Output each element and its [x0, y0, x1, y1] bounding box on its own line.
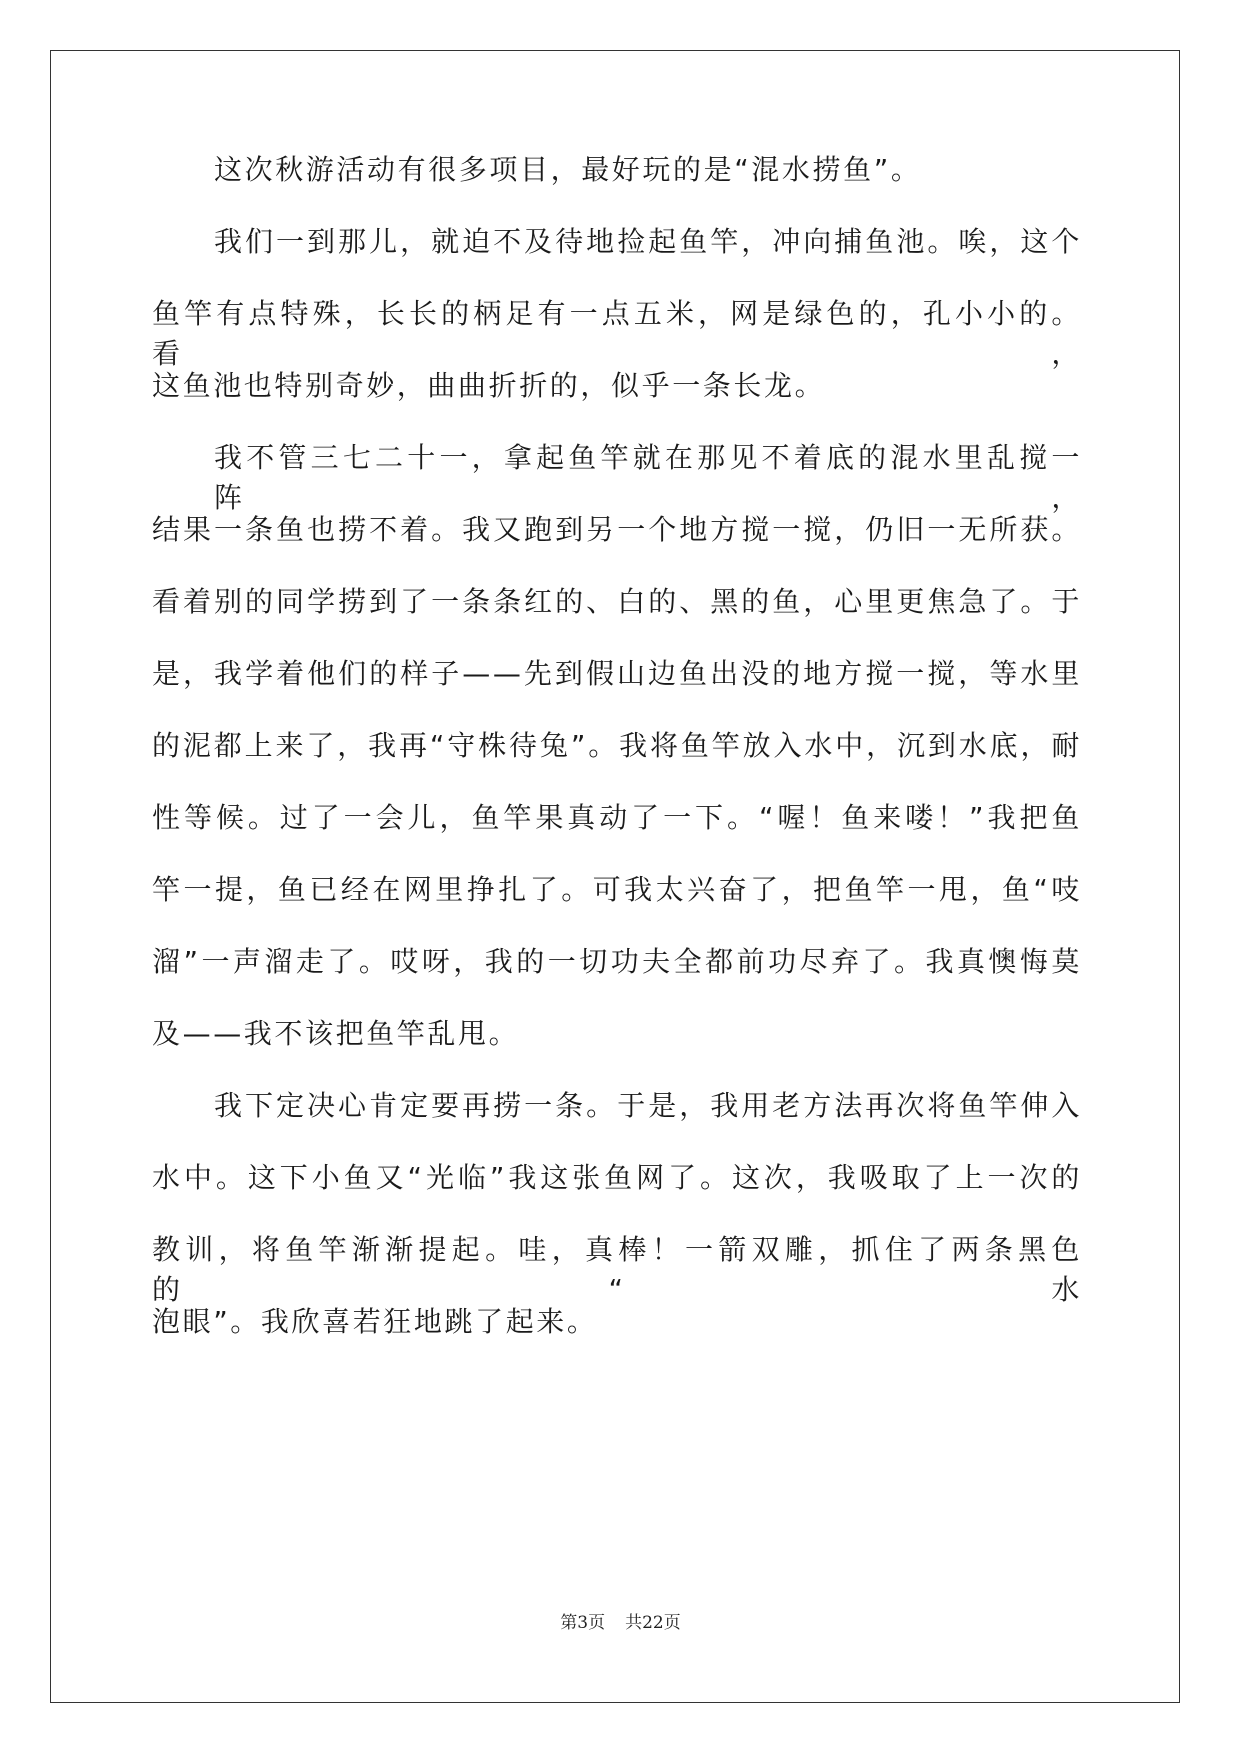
- paragraph-line: 是，我学着他们的样子——先到假山边鱼出没的地方搅一搅，等水里: [152, 657, 1082, 690]
- page-total: 共22页: [625, 1613, 681, 1633]
- paragraph-line: 这次秋游活动有很多项目，最好玩的是“混水捞鱼”。: [214, 153, 922, 186]
- paragraph-line: 我下定决心肯定要再捞一条。于是，我用老方法再次将鱼竿伸入: [214, 1089, 1082, 1122]
- paragraph-line: 水中。这下小鱼又“光临”我这张鱼网了。这次，我吸取了上一次的: [152, 1161, 1082, 1194]
- paragraph-line: 我们一到那儿，就迫不及待地捡起鱼竿，冲向捕鱼池。唉，这个: [214, 225, 1082, 258]
- paragraph-line: 结果一条鱼也捞不着。我又跑到另一个地方搅一搅，仍旧一无所获。: [152, 513, 1082, 546]
- paragraph-line: 这鱼池也特别奇妙，曲曲折折的，似乎一条长龙。: [152, 369, 826, 402]
- paragraph-line: 性等候。过了一会儿，鱼竿果真动了一下。“喔！鱼来喽！”我把鱼: [152, 801, 1082, 834]
- paragraph-line: 我不管三七二十一，拿起鱼竿就在那见不着底的混水里乱搅一阵，: [214, 441, 1082, 514]
- paragraph-line: 的泥都上来了，我再“守株待兔”。我将鱼竿放入水中，沉到水底，耐: [152, 729, 1082, 762]
- paragraph-line: 溜”一声溜走了。哎呀，我的一切功夫全都前功尽弃了。我真懊悔莫: [152, 945, 1082, 978]
- paragraph-line: 鱼竿有点特殊，长长的柄足有一点五米，网是绿色的，孔小小的。看，: [152, 297, 1082, 370]
- paragraph-line: 看着别的同学捞到了一条条红的、白的、黑的鱼，心里更焦急了。于: [152, 585, 1082, 618]
- page-number: 第3页: [560, 1613, 606, 1633]
- paragraph-line: 教训，将鱼竿渐渐提起。哇，真棒！一箭双雕，抓住了两条黑色的“水: [152, 1233, 1082, 1306]
- page-footer: [0, 1608, 1241, 1633]
- paragraph-line: 及——我不该把鱼竿乱甩。: [152, 1017, 520, 1050]
- paragraph-line: 竿一提，鱼已经在网里挣扎了。可我太兴奋了，把鱼竿一甩，鱼“吱: [152, 873, 1082, 906]
- paragraph-line: 泡眼”。我欣喜若狂地跳了起来。: [152, 1305, 598, 1338]
